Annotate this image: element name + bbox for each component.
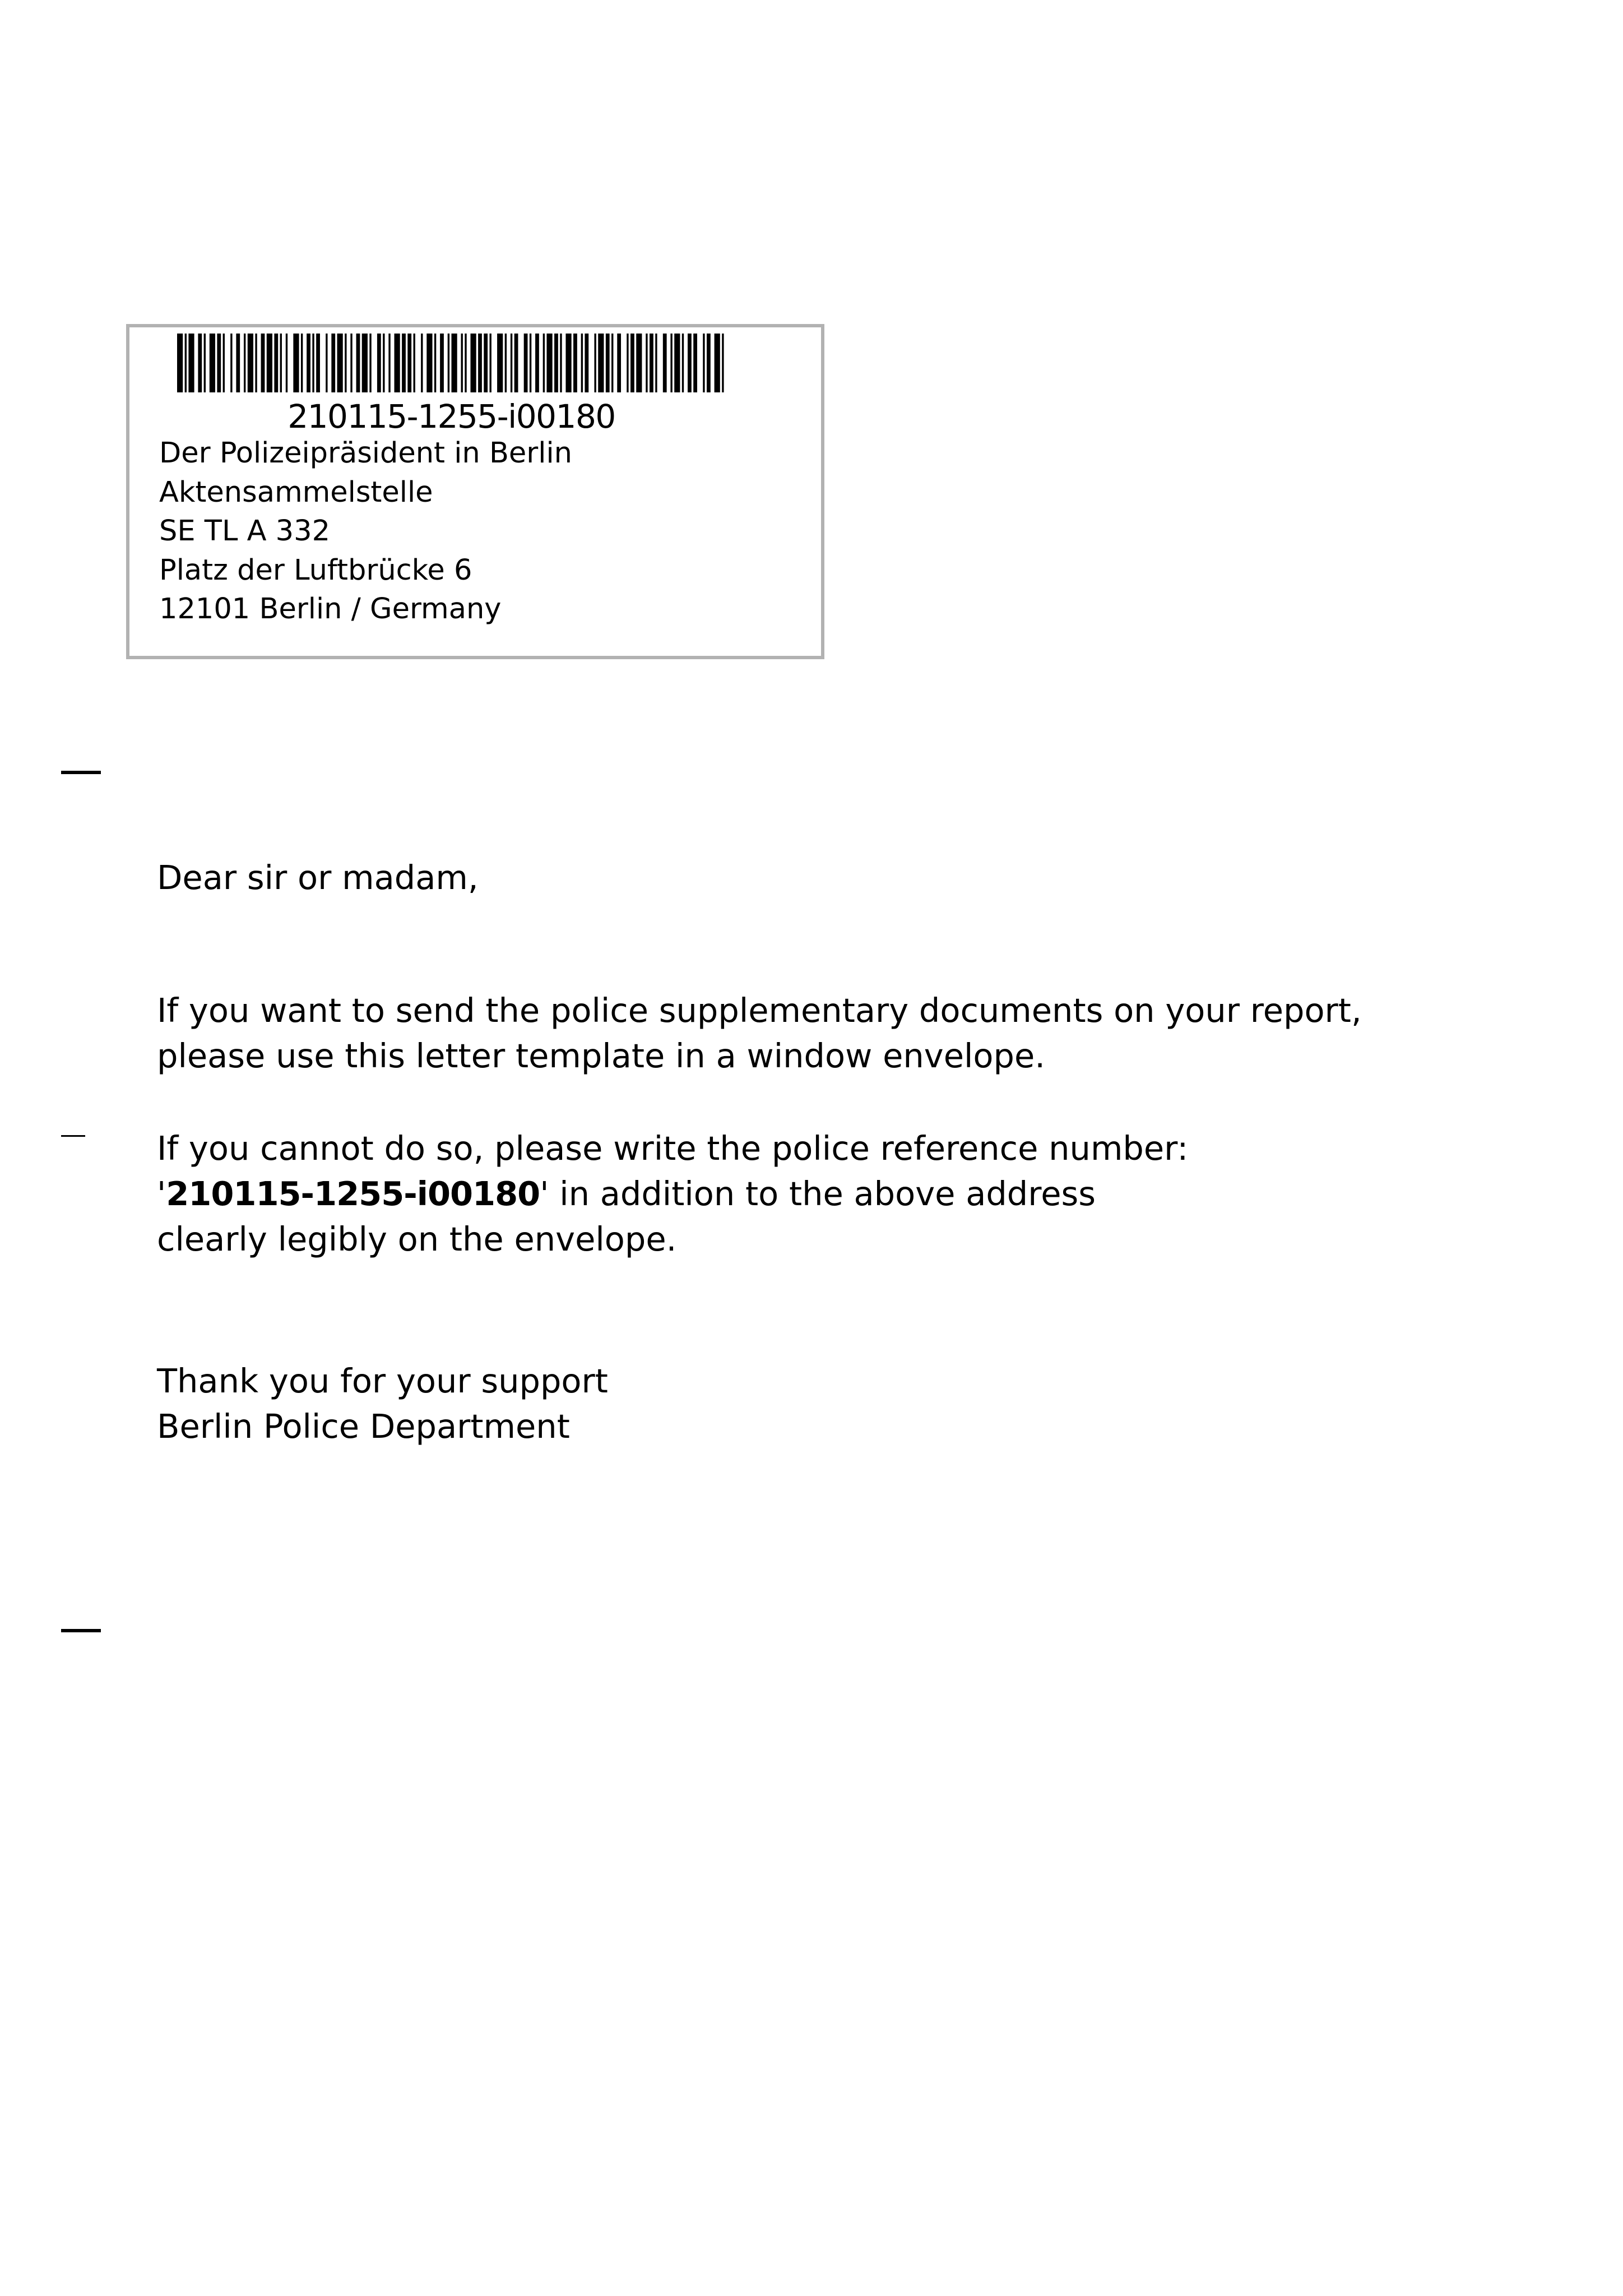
recipient-address bbox=[159, 434, 572, 629]
closing-thanks: Thank you for your support bbox=[157, 1362, 608, 1400]
closing-signature: Berlin Police Department bbox=[157, 1407, 570, 1446]
paragraph-line: clearly legibly on the envelope. bbox=[157, 1220, 677, 1258]
salutation-text: Dear sir or madam, bbox=[157, 858, 479, 897]
reference-line-rest: in addition to the above address bbox=[549, 1174, 1096, 1213]
quote-close: ' bbox=[540, 1174, 549, 1213]
address-line-street: Platz der Luftbrücke 6 bbox=[159, 553, 472, 587]
barcode-label: 210115-1255-i00180 bbox=[287, 397, 615, 436]
paragraph-reference bbox=[157, 1126, 1188, 1262]
paragraph-line: please use this letter template in a window envelope. bbox=[157, 1036, 1045, 1075]
address-line-city: 12101 Berlin / Germany bbox=[159, 592, 502, 626]
closing bbox=[157, 1358, 608, 1449]
paragraph-line-reference bbox=[157, 1171, 1188, 1216]
paragraph-line: If you cannot do so, please write the police reference number: bbox=[157, 1129, 1189, 1168]
paragraph-line: If you want to send the police supplementary documents on your report, bbox=[157, 991, 1362, 1030]
address-line-authority: Der Polizeipräsident in Berlin bbox=[159, 437, 572, 470]
quote-open: ' bbox=[157, 1174, 166, 1213]
address-window-box bbox=[126, 324, 824, 659]
fold-mark-top bbox=[61, 771, 101, 774]
fold-mark-bottom bbox=[61, 1629, 101, 1632]
salutation bbox=[157, 855, 479, 900]
paragraph-instructions bbox=[157, 988, 1362, 1078]
address-line-room: SE TL A 332 bbox=[159, 515, 331, 548]
reference-number: 210115-1255-i00180 bbox=[166, 1174, 540, 1213]
barcode-icon bbox=[177, 334, 726, 392]
barcode bbox=[177, 334, 726, 392]
address-line-department: Aktensammelstelle bbox=[159, 475, 433, 509]
punch-mark bbox=[61, 1135, 85, 1137]
